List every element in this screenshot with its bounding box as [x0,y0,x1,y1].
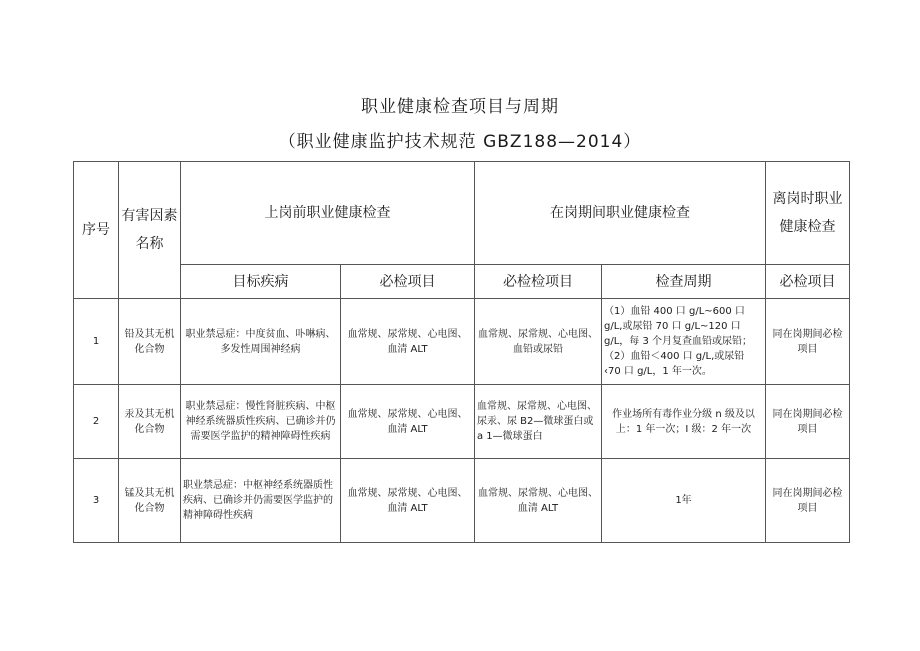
header-row-2 [74,265,850,299]
row-seq: 3 [74,459,119,543]
table-row [74,299,850,385]
row-during-items: 血常规、尿常规、心电图、血铅或尿铅 [475,299,602,385]
row-disease: 职业禁忌症：慢性肾脏疾病、中枢神经系统器质性疾病、已确诊并仍需要医学监护的精神障碍性疾病 [181,385,341,459]
row-period: （1）血铅 400 口 g/L~600 口 g/L,或尿铅 70 口 g/L~120 口 g/L，每 3 个月复查血铅或尿铅；（2）血铅＜400 口 g/L,或尿铅 ‹70 口 g/L，1 年一次。 [602,299,766,385]
row-leave-items: 同在岗期间必检项目 [766,459,850,543]
header-period: 检查周期 [602,265,766,299]
row-during-items: 血常规、尿常规、心电图、尿汞、尿 B2—微球蛋白或 a 1—微球蛋白 [475,385,602,459]
document-subtitle: （职业健康监护技术规范 GBZ188—2014） [278,132,642,152]
health-check-table [73,161,850,543]
header-pre-employment: 上岗前职业健康检查 [181,162,475,265]
row-seq: 2 [74,385,119,459]
row-disease: 职业禁忌症：中枢神经系统器质性疾病、已确诊并仍需要医学监护的精神障碍性疾病 [181,459,341,543]
row-factor: 锰及其无机化合物 [119,459,181,543]
document-title: 职业健康检查项目与周期 [361,97,559,117]
header-seq: 序号 [74,162,119,299]
row-disease: 职业禁忌症：中度贫血、卟啉病、多发性周围神经病 [181,299,341,385]
header-row-1 [74,162,850,265]
row-period: 1年 [602,459,766,543]
table-row [74,385,850,459]
row-factor: 汞及其无机化合物 [119,385,181,459]
header-during-employment: 在岗期间职业健康检查 [475,162,766,265]
table-row [74,459,850,543]
row-pre-items: 血常规、尿常规、心电图、血清 ALT [341,385,475,459]
row-pre-items: 血常规、尿常规、心电图、血清 ALT [341,459,475,543]
header-leave-items: 必检项目 [766,265,850,299]
header-factor: 有害因素名称 [119,162,181,299]
row-leave-items: 同在岗期间必检项目 [766,385,850,459]
row-pre-items: 血常规、尿常规、心电图、血清 ALT [341,299,475,385]
row-factor: 铅及其无机化合物 [119,299,181,385]
header-target-disease: 目标疾病 [181,265,341,299]
row-period: 作业场所有毒作业分级 n 级及以上：1 年一次；I 级：2 年一次 [602,385,766,459]
header-pre-items: 必检项目 [341,265,475,299]
header-leave: 离岗时职业健康检查 [766,162,850,265]
header-during-items: 必检检项目 [475,265,602,299]
row-during-items: 血常规、尿常规、心电图、血清 ALT [475,459,602,543]
row-leave-items: 同在岗期间必检项目 [766,299,850,385]
row-seq: 1 [74,299,119,385]
